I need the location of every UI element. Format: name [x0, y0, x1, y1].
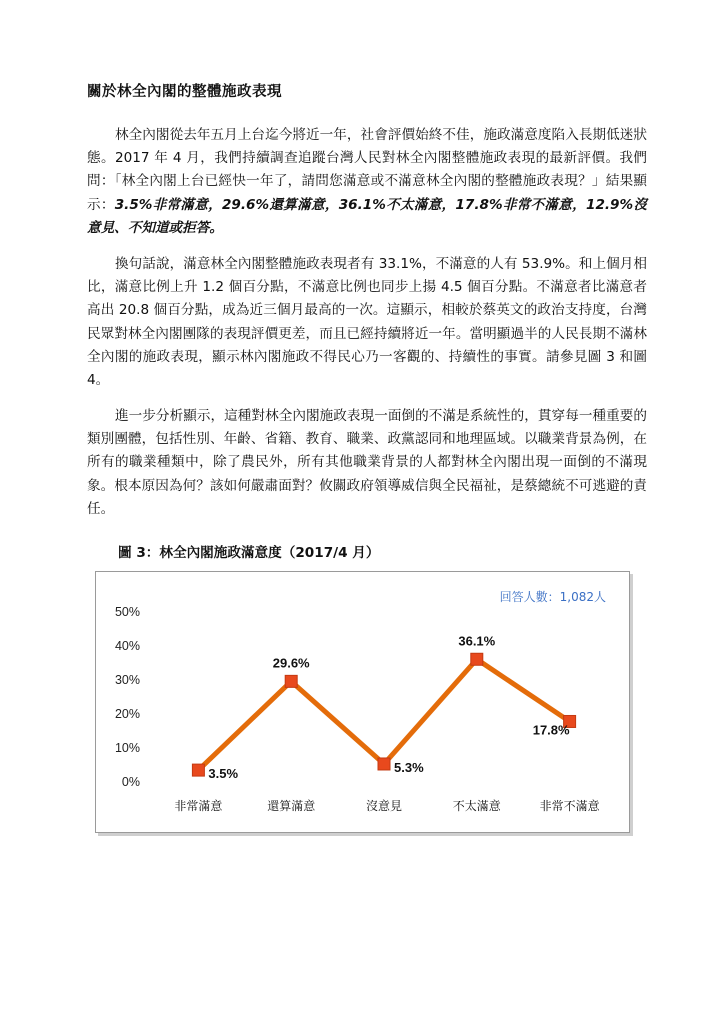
series-line-segment [477, 659, 570, 721]
x-category-label: 非常滿意 [174, 799, 223, 813]
data-label: 3.5% [208, 766, 239, 782]
data-point-marker [192, 764, 204, 776]
series-line-segment [198, 681, 291, 770]
series-line-segment [291, 681, 384, 764]
chart-frame [95, 571, 630, 833]
x-category-label: 不太滿意 [452, 799, 501, 813]
paragraph-2: 換句話說，滿意林全內閣整體施政表現者有 33.1%，不滿意的人有 53.9%。和上個月相比，滿意比例上升 1.2 個百分點，不滿意比例也同步上揚 4.5 個百分點。不滿意者比滿意者高出 20.8 個百分點，成為近三個月最高的一次。這顯示，相較於蔡英文的政治支持度，台灣民眾對林全內閣團隊的表現評價更差，而且已經持續將近一年。當明顯過半的人民長期不滿林全內閣的施政表現，顯示林內閣施政不得民心乃一客觀的、持續性的事實。請參見圖 3 和圖 4。 [87, 256, 647, 389]
respondent-count: 回答人數：1,082人 [499, 590, 606, 604]
data-point-marker [471, 653, 483, 665]
x-category-label: 沒意見 [365, 799, 403, 813]
series-line-segment [384, 659, 477, 764]
y-tick-label: 0% [121, 775, 140, 789]
x-category-label: 非常不滿意 [539, 799, 600, 813]
paragraph-1 [87, 124, 647, 240]
data-label: 17.8% [532, 722, 570, 738]
paragraph-1-results: 3.5%非常滿意，29.6%還算滿意，36.1%不太滿意，17.8%非常不滿意，12.9%沒意見、不知道或拒答。 [87, 196, 647, 236]
data-point-marker [378, 758, 390, 770]
y-tick-label: 40% [114, 639, 140, 653]
paragraph-3: 進一步分析顯示，這種對林全內閣施政表現一面倒的不滿是系統性的，貫穿每一種重要的類別團體，包括性別、年齡、省籍、教育、職業、政黨認同和地理區域。以職業背景為例，在所有的職業種類中，除了農民外，所有其他職業背景的人都對林全內閣出現一面倒的不滿現象。根本原因為何？該如何嚴肅面對？攸關政府領導威信與全民福祉，是蔡總統不可逃避的責任。 [87, 408, 647, 517]
paragraph-1-text: 林全內閣從去年五月上台迄今將近一年，社會評價始終不佳，施政滿意度陷入長期低迷狀態。2017 年 4 月，我們持續調查追蹤台灣人民對林全內閣整體施政表現的最新評價。我們問：「林全內閣上台已經快一年了，請問您滿意或不滿意林全內閣的整體施政表現？」結果顯示： [87, 127, 647, 213]
section-heading: 關於林全內閣的整體施政表現 [87, 83, 282, 100]
y-tick-label: 20% [114, 707, 140, 721]
y-tick-label: 10% [114, 741, 140, 755]
x-category-label: 還算滿意 [267, 799, 316, 813]
y-tick-label: 30% [114, 673, 140, 687]
data-label: 29.6% [272, 655, 310, 671]
data-label: 5.3% [394, 759, 424, 775]
data-label: 36.1% [458, 633, 496, 649]
figure-caption: 圖 3：林全內閣施政滿意度（2017/4 月） [118, 545, 380, 561]
data-point-marker [285, 675, 297, 687]
y-tick-label: 50% [114, 605, 140, 619]
satisfaction-line-chart [96, 572, 631, 834]
